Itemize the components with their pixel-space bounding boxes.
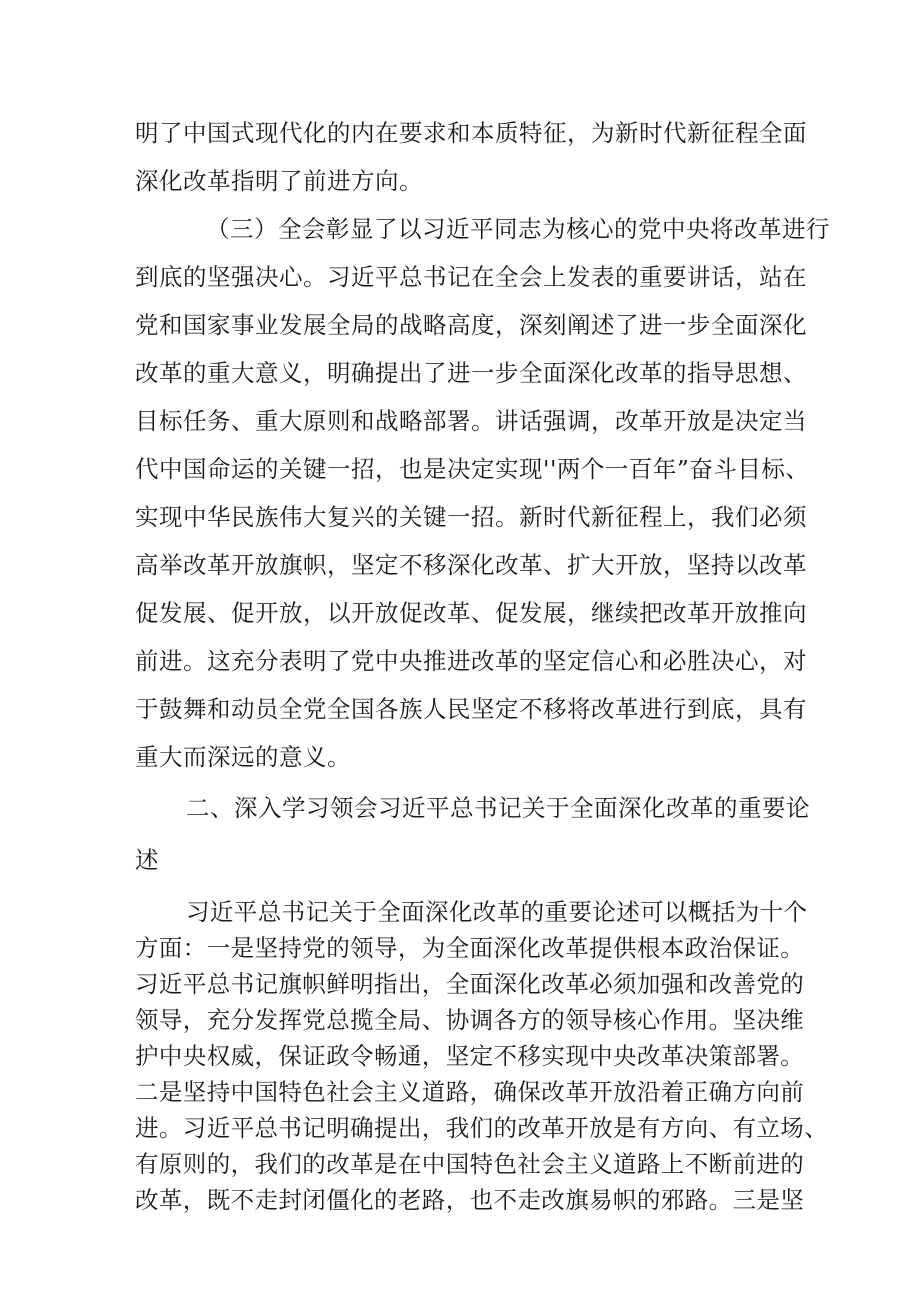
paragraph-line: 进。习近平总书记明确提出，我们的改革开放是有方向、有立场、	[135, 1114, 829, 1142]
paragraph-line: 前进。这充分表明了党中央推进改革的坚定信心和必胜决心，对	[135, 647, 807, 675]
section-heading: 述	[135, 846, 159, 874]
section-heading: 二、深入学习领会习近平总书记关于全面深化改革的重要论	[186, 794, 810, 822]
paragraph-line: 有原则的，我们的改革是在中国特色社会主义道路上不断前进的	[135, 1150, 805, 1178]
paragraph-line: 党和国家事业发展全局的战略高度，深刻阐述了进一步全面深化	[135, 311, 807, 339]
paragraph-line: （三）全会彰显了以习近平同志为核心的党中央将改革进行	[206, 215, 830, 243]
paragraph-line: 促发展、促开放，以开放促改革、促发展，继续把改革开放推向	[135, 599, 807, 627]
paragraph-line: 方面：一是坚持党的领导，为全面深化改革提供根本政治保证。	[135, 934, 805, 962]
paragraph-line: 明了中国式现代化的内在要求和本质特征，为新时代新征程全面	[135, 119, 807, 147]
paragraph-line: 习近平总书记旗帜鲜明指出，全面深化改革必须加强和改善党的	[135, 970, 805, 998]
paragraph-line: 于鼓舞和动员全党全国各族人民坚定不移将改革进行到底，具有	[135, 695, 807, 723]
paragraph-line: 深化改革指明了前进方向。	[135, 167, 423, 195]
paragraph-line: 护中央权威，保证政令畅通，坚定不移实现中央改革决策部署。	[135, 1042, 805, 1070]
paragraph-line: 到底的坚强决心。习近平总书记在全会上发表的重要讲话，站在	[135, 263, 807, 291]
paragraph-line: 习近平总书记关于全面深化改革的重要论述可以概括为十个	[186, 898, 808, 926]
paragraph-line: 二是坚持中国特色社会主义道路，确保改革开放沿着正确方向前	[135, 1078, 805, 1106]
paragraph-line: 重大而深远的意义。	[135, 743, 351, 771]
paragraph-line: 实现中华民族伟大复兴的关键一招。新时代新征程上，我们必须	[135, 503, 807, 531]
paragraph-line: 改革的重大意义，明确提出了进一步全面深化改革的指导思想、	[135, 359, 807, 387]
paragraph-line: 改革，既不走封闭僵化的老路，也不走改旗易帜的邪路。三是坚	[135, 1186, 805, 1214]
paragraph-line: 领导，充分发挥党总揽全局、协调各方的领导核心作用。坚决维	[135, 1006, 805, 1034]
paragraph-line: 目标任务、重大原则和战略部署。讲话强调，改革开放是决定当	[135, 407, 807, 435]
paragraph-line: 代中国命运的关键一招，也是决定实现''两个一百年”奋斗目标、	[135, 455, 810, 483]
paragraph-line: 高举改革开放旗帜，坚定不移深化改革、扩大开放，坚持以改革	[135, 551, 807, 579]
